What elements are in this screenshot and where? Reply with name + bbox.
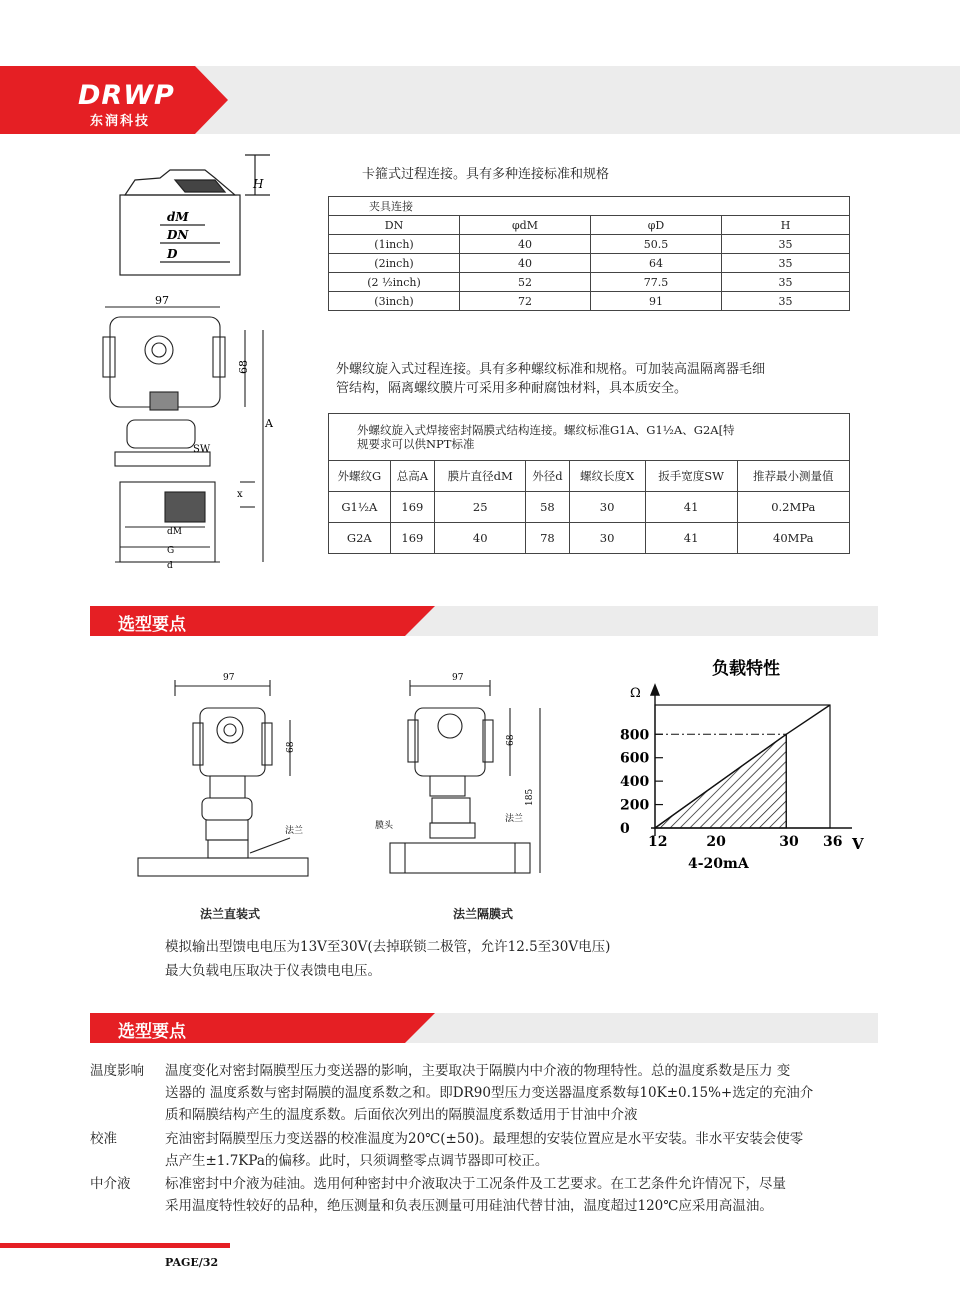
thread-sw-label: SW (193, 444, 211, 455)
table-header-row (329, 216, 850, 235)
chart-x-tick-label: 36 (823, 834, 843, 850)
flange-membrane-head-label: 膜头 (375, 821, 394, 831)
thread-table-caption-line-2: 规要求可以供NPT标准 (357, 437, 475, 451)
thread-width-label: 97 (155, 294, 169, 307)
table-cell: 78 (526, 523, 569, 554)
table-header-cell: DN (329, 216, 460, 235)
chart-title: 负载特性 (712, 659, 780, 679)
table-header-cell: φdM (460, 216, 591, 235)
section-title: 选型要点 (118, 615, 186, 635)
table-cell: 52 (460, 273, 591, 292)
table-cell: 35 (722, 292, 850, 311)
table-cell: 91 (591, 292, 722, 311)
table-cell: 40 (435, 523, 526, 554)
thread-table-caption-line-1: 外螺纹旋入式焊接密封隔膜式结构连接。螺纹标准G1A、G1½A、G2A[特 (357, 423, 735, 437)
table-cell: 35 (722, 235, 850, 254)
table-cell: 40 (460, 254, 591, 273)
table-cell: 35 (722, 273, 850, 292)
brand-logo: DRWP (78, 80, 175, 111)
table-row (329, 523, 850, 554)
table-header-cell: 推荐最小测量值 (737, 461, 849, 492)
table-cell: 169 (390, 492, 435, 523)
clamp-table-title: 夹具连接 (329, 197, 850, 216)
calibration-line-1: 充油密封隔膜型压力变送器的校准温度为20℃(±50)。最理想的安装位置应是水平安装。非水平安装会使零 (165, 1131, 804, 1147)
clamp-drawing (95, 150, 285, 280)
table-cell: 40MPa (737, 523, 849, 554)
section-title: 选型要点 (118, 1022, 186, 1042)
chart-y-tick-label: 400 (620, 774, 650, 791)
table-header-cell: 扳手宽度SW (645, 461, 737, 492)
thread-caption-line-2: 管结构，隔离螺纹膜片可采用多种耐腐蚀材料，具本质安全。 (336, 381, 688, 396)
clamp-d-label: D (167, 247, 178, 261)
table-row (329, 235, 850, 254)
page-number: PAGE/32 (165, 1256, 219, 1269)
table-header-cell: 外螺纹G (329, 461, 391, 492)
flange-membrane-flange-label: 法兰 (505, 814, 524, 824)
table-row (329, 254, 850, 273)
chart-x-tick-label: 20 (706, 834, 726, 850)
thread-g-label: G (167, 546, 175, 556)
table-cell: 25 (435, 492, 526, 523)
calibration-line-2: 点产生±1.7KPa的偏移。此时，只须调整零点调节器即可校正。 (165, 1153, 549, 1169)
table-cell: (1inch) (329, 235, 460, 254)
table-header-cell: 螺纹长度X (569, 461, 645, 492)
chart-y-tick-label: 600 (620, 750, 650, 767)
temperature-line-1: 温度变化对密封隔膜型压力变送器的影响，主要取决于隔膜内中介液的物理特性。总的温度系数是压力 变 (165, 1063, 791, 1079)
chart-y-axis-label: Ω (630, 686, 641, 701)
chart-x-tick-label: 30 (779, 834, 799, 850)
chart-x-caption: 4-20mA (688, 856, 749, 872)
chart-y-tick-label: 800 (620, 727, 650, 744)
footer-red-bar (0, 1243, 230, 1248)
fill-fluid-line-1: 标准密封中介液为硅油。选用何种密封中介液取决于工况条件及工艺要求。在工艺条件允许情况下，尽量 (165, 1176, 786, 1192)
term-temperature: 温度影响 (90, 1063, 144, 1079)
flange-direct-label: 法兰直装式 (200, 907, 261, 921)
fill-fluid-line-2: 采用温度特性较好的品种，绝压测量和负表压测量可用硅油代替甘油，温度超过120℃应采用高温油。 (165, 1198, 773, 1214)
flange-direct-drawing (130, 668, 330, 893)
clamp-h-label: H (253, 177, 264, 191)
table-cell: 41 (645, 523, 737, 554)
chart-x-axis-label: V (852, 835, 864, 853)
table-row (329, 197, 850, 216)
flange-membrane-drawing (370, 668, 570, 893)
table-cell: 0.2MPa (737, 492, 849, 523)
flange-direct-height-label: 68 (286, 741, 296, 753)
thread-h68-label: 68 (237, 360, 250, 374)
chart-y-tick-label: 200 (620, 797, 650, 814)
table-cell: 50.5 (591, 235, 722, 254)
table-row (329, 414, 850, 461)
table-cell: 77.5 (591, 273, 722, 292)
thread-x-label: x (237, 489, 243, 500)
table-cell: G2A (329, 523, 391, 554)
table-cell: (2 ½inch) (329, 273, 460, 292)
table-cell: 58 (526, 492, 569, 523)
thread-table (328, 413, 850, 554)
table-header-row (329, 461, 850, 492)
table-cell: (2inch) (329, 254, 460, 273)
table-row (329, 273, 850, 292)
table-cell: 41 (645, 492, 737, 523)
flange-direct-width-label: 97 (223, 673, 235, 683)
table-cell: 35 (722, 254, 850, 273)
chart-y-arrow (651, 685, 659, 695)
thread-d-label: d (167, 561, 173, 570)
flange-membrane-height-label: 68 (506, 734, 516, 746)
term-calibration: 校准 (90, 1131, 117, 1147)
table-cell: 40 (460, 235, 591, 254)
table-cell: 64 (591, 254, 722, 273)
table-header-cell: 总高A (390, 461, 435, 492)
brand-name: 东润科技 (90, 114, 151, 129)
thread-drawing (95, 292, 285, 570)
table-row (329, 492, 850, 523)
note-line-2: 最大负载电压取决于仪表馈电电压。 (165, 963, 381, 979)
thread-table-caption (329, 414, 850, 461)
temperature-line-3: 质和隔膜结构产生的温度系数。后面依次列出的隔膜温度系数适用于甘油中介液 (165, 1107, 638, 1123)
table-cell: (3inch) (329, 292, 460, 311)
clamp-dm-label: dM (167, 210, 189, 224)
table-header-cell: φD (591, 216, 722, 235)
term-fill-fluid: 中介液 (90, 1176, 131, 1192)
thread-caption-line-1: 外螺纹旋入式过程连接。具有多种螺纹标准和规格。可加装高温隔离器毛细 (336, 362, 766, 377)
table-cell: 30 (569, 523, 645, 554)
clamp-table (328, 196, 850, 311)
flange-direct-flange-label: 法兰 (285, 826, 304, 836)
chart-x-tick-label: 12 (648, 834, 668, 850)
load-chart (600, 650, 880, 880)
flange-membrane-total-label: 185 (525, 788, 535, 806)
table-header-cell: 膜片直径dM (435, 461, 526, 492)
table-row (329, 292, 850, 311)
note-line-1: 模拟输出型馈电电压为13V至30V(去掉联锁二极管，允许12.5至30V电压) (165, 939, 611, 955)
clamp-caption: 卡箍式过程连接。具有多种连接标准和规格 (362, 167, 610, 182)
table-header-cell: H (722, 216, 850, 235)
chart-y-tick-label: 0 (620, 821, 630, 837)
temperature-line-2: 送器的 温度系数与密封隔膜的温度系数之和。即DR90型压力变送器温度系数每10K±0.15%+选定的充油介 (165, 1085, 814, 1101)
table-cell: G1½A (329, 492, 391, 523)
thread-a-label: A (265, 417, 273, 430)
clamp-dn-label: DN (167, 228, 189, 242)
table-cell: 72 (460, 292, 591, 311)
flange-membrane-label: 法兰隔膜式 (453, 907, 514, 921)
thread-dm-label: dM (167, 527, 182, 537)
flange-membrane-width-label: 97 (452, 673, 464, 683)
table-cell: 169 (390, 523, 435, 554)
table-header-cell: 外径d (526, 461, 569, 492)
table-cell: 30 (569, 492, 645, 523)
